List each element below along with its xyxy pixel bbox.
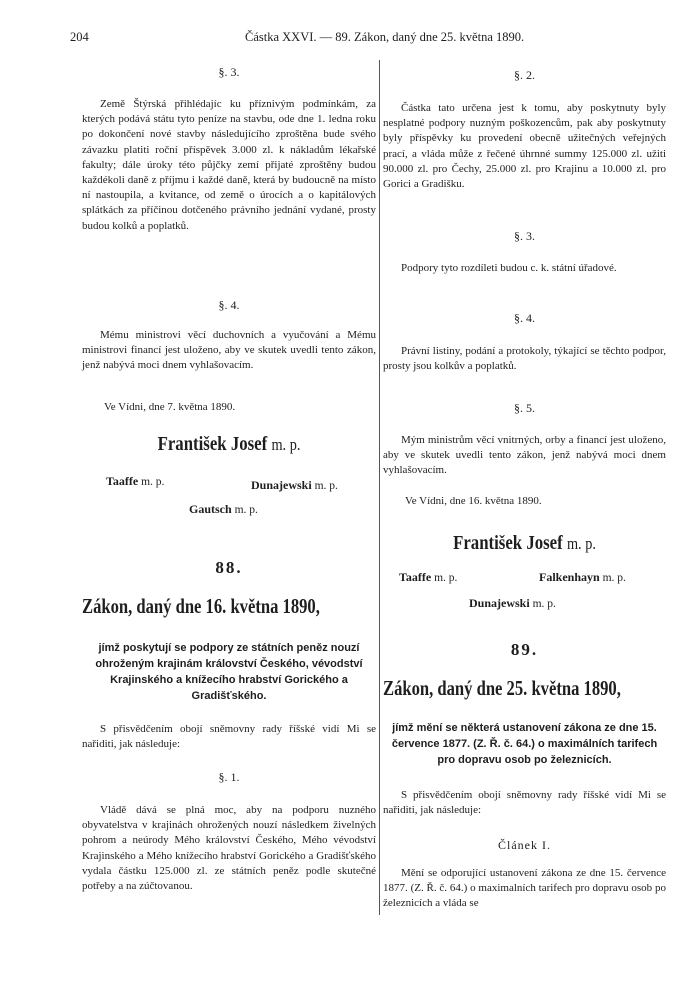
- section-heading: §. 4.: [514, 311, 535, 325]
- emperor-signature: František Josef m. p.: [453, 532, 596, 554]
- minister-signature: Gautsch m. p.: [189, 502, 258, 516]
- section-paragraph: Vládě dává se plná moc, aby na podporu nuzného obyvatelstva v krajinách ohrožených nouzí následkem živelných pohrom a neúrody Mého království Českého, Mého vévodství Krajinského a Mého knížecího hrabství Gorického a Gradišťského vydala částku 125.000 zl. ze státních peněz podle skutečné potřeby a na zúčtovanou.: [82, 804, 376, 893]
- section-paragraph: Mým ministrům věcí vnitrných, orby a financí jest uloženo, aby ve skutek uvedli tento zákon, jenž nabývá moci dnem vyhlašovacím.: [383, 434, 666, 477]
- place-date: Ve Vídni, dne 16. května 1890.: [405, 495, 542, 507]
- preamble: S přisvědčením obojí sněmovny rady říšské vidí Mi se nařiditi, jak následuje:: [82, 723, 376, 751]
- minister-signature: Dunajewski m. p.: [469, 596, 556, 610]
- minister-signature: Dunajewski m. p.: [251, 478, 338, 492]
- minister-signature: Taaffe m. p.: [106, 474, 165, 488]
- column-divider: [379, 60, 380, 915]
- article-heading: Článek I.: [498, 838, 551, 852]
- law-title: Zákon, daný dne 16. května 1890,: [82, 594, 320, 618]
- emperor-signature: František Josef m. p.: [157, 433, 301, 455]
- section-heading: §. 5.: [514, 401, 535, 415]
- section-heading: §. 4.: [218, 298, 240, 312]
- law-number: 89.: [510, 640, 539, 659]
- section-heading: §. 2.: [514, 68, 535, 82]
- article-paragraph: Mění se odporující ustanovení zákona ze dne 15. července 1877. (Z. Ř. č. 64.) o maximalních tarifech pro dopravu osob po železnicích a vláda se: [383, 867, 666, 910]
- section-paragraph: Mému ministrovi věcí duchovních a vyučování a Mému ministrovi financí jest uloženo, aby ve skutek uvedli tento zákon, jenž nabývá moci dnem vyhlašovacím.: [82, 329, 376, 372]
- place-date: Ve Vídni, dne 7. května 1890.: [104, 401, 236, 413]
- section-paragraph: Částka tato určena jest k tomu, aby poskytnuty byly nesplatné podpory nuzným poškozencům, pak aby poskytnuty byly příspěvky ku provedení obecně užitečných veřejných prací, a vláda může z řečené úhrnné summy 125.000 zl. užiti 90.000 zl. pro Čechy, 25.000 zl. pro Krajinu a 10.000 zl. pro Gorici a Gradišku.: [383, 102, 666, 191]
- preamble: S přisvědčením obojí sněmovny rady říšské vidí Mi se nařiditi, jak následuje:: [383, 789, 666, 817]
- section-paragraph: Podpory tyto rozdíleti budou c. k. státní úřadové.: [401, 262, 617, 274]
- law-subtitle: jímž mění se některá ustanovení zákona ze dne 15. července 1877. (Z. Ř. č. 64.) o maximálních tarifech pro dopravu osob po železnicích.: [391, 722, 658, 766]
- section-heading: §. 3.: [218, 65, 240, 79]
- minister-signature: Taaffe m. p.: [399, 570, 458, 584]
- law-number: 88.: [215, 558, 243, 577]
- page-number: 204: [70, 30, 89, 44]
- law-title: Zákon, daný dne 25. května 1890,: [383, 676, 621, 700]
- running-header: Částka XXVI. — 89. Zákon, daný dne 25. května 1890.: [245, 30, 525, 44]
- section-paragraph: Země Štýrská přihlédajíc ku příznivým podmínkám, za kterých podává státu tyto peníze na stavbu, ode dne 1. ledna roku po dokončení nové stavby následujícího zproštěna bude svého závazku platiti roční příspěvek 3.000 zl. k nákladům lékařské fakulty; dále úroky této půjčky zemí přijaté zproštěny budou každékoli daně z příjmu i každé daně, která by budoucně na místo ní nastoupila, a kvitance, od země o úrocích a o kapitálových splátkách za příčinou dotčeného právního jednání vydané, prosty budou kolků a poplatků.: [82, 98, 376, 232]
- section-paragraph: Právní listiny, podání a protokoly, týkající se těchto podpor, prosty jsou kolkův a poplatků.: [383, 345, 666, 373]
- section-heading: §. 1.: [218, 770, 240, 784]
- section-heading: §. 3.: [514, 229, 535, 243]
- law-subtitle: jímž poskytují se podpory ze státních peněz nouzí ohroženým krajinám království Českého, vévodství Krajinského a knížecího hrabství Gorického a Gradišťského.: [95, 642, 363, 702]
- minister-signature: Falkenhayn m. p.: [539, 570, 626, 584]
